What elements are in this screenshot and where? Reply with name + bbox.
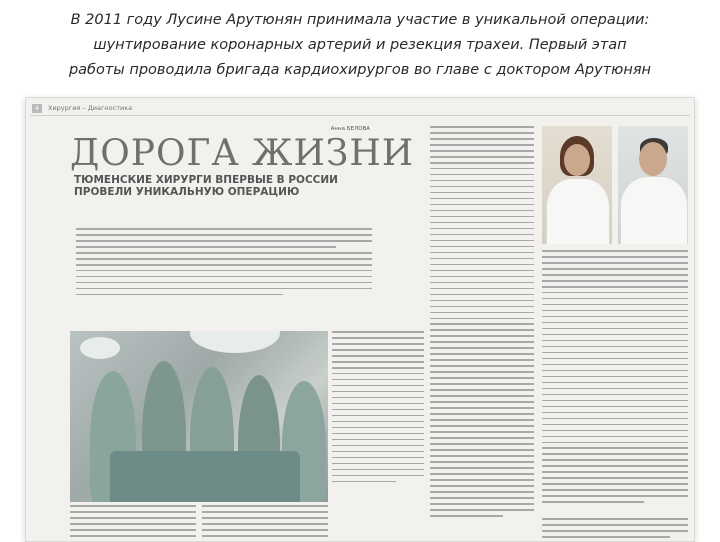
portrait-photo-man xyxy=(618,126,688,244)
article-column-center-bottom xyxy=(202,505,328,541)
section-rubric: Хирургия – Диагностика xyxy=(48,104,133,112)
caption-line-1: В 2011 году Лусине Арутюнян принимала участие в уникальной операции: xyxy=(70,12,650,28)
article-headline: ДОРОГА ЖИЗНИ xyxy=(70,133,415,174)
article-byline: Анна БЕЛОВА xyxy=(330,126,370,132)
article-column-right xyxy=(542,250,688,507)
caption-line-3: работы проводила бригада кардиохирургов во главе с доктором Арутюнян xyxy=(68,62,652,78)
header-rule xyxy=(30,115,690,116)
article-column-middle-lower xyxy=(332,331,424,487)
slide-caption xyxy=(0,8,720,83)
article-column-center xyxy=(430,126,534,521)
article-column-left-bottom xyxy=(70,505,196,541)
portrait-photo-woman xyxy=(542,126,612,244)
surgery-photo xyxy=(70,331,328,502)
article-subheadline: ТЮМЕНСКИЕ ХИРУРГИ ВПЕРВЫЕ В РОССИИ ПРОВЕЛИ УНИКАЛЬНУЮ ОПЕРАЦИЮ xyxy=(74,174,338,198)
page-number: 4 xyxy=(32,104,42,113)
article-lead-text xyxy=(76,228,372,300)
newspaper-scan xyxy=(25,97,695,542)
caption-line-2: шунтирование коронарных артерий и резекция трахеи. Первый этап xyxy=(93,37,627,53)
photo-credits-text xyxy=(542,518,688,542)
